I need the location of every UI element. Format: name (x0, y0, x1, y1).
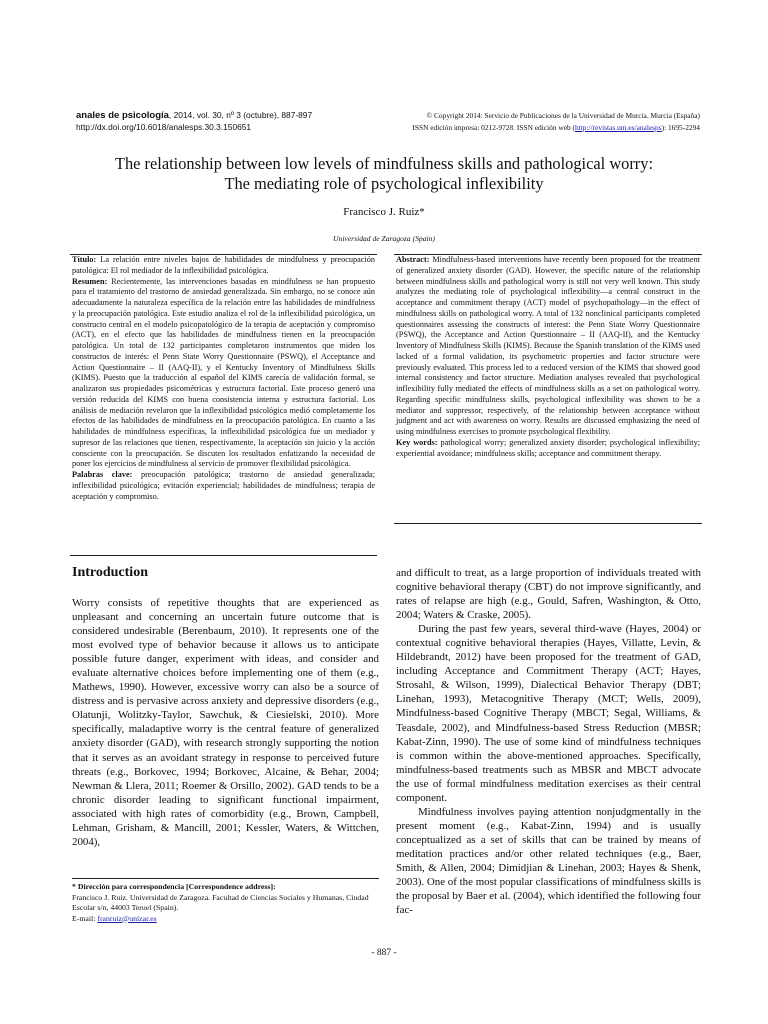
abstract-english (394, 254, 702, 524)
journal-citation: , 2014, vol. 30, nº 3 (octubre), 887-897 (168, 110, 313, 120)
journal-header (76, 110, 366, 133)
correspondence-email-line: E-mail: franruiz@unizar.es (72, 913, 157, 923)
palabras-label: Palabras clave: (72, 470, 133, 479)
resumen-para: Resumen: Recientemente, las intervenciones basadas en mindfulness se han propuesto para el tratamiento del trastorno de ansiedad generalizada. Sin embargo, no se conoce aún adecuadamente la naturaleza específica de la relación entre las habilidades de mindfulness y la preocupación patológica. Este estudio analiza el rol de la inflexibilidad psicológica, un constructo central en el modelo psicopatológico de la terapia de aceptación y compromiso (ACT), en el efecto que las habilidades de mindfulness tienen en la preocupación patológica. Un total de 132 participantes completaron instrumentos que miden los constructos de interés: el Penn State Worry Questionnaire (PSWQ), el Acceptance and Action Questionnaire – II (AAQ-II), y el Kentucky Inventory of Mindfulness Skills (KIMS). Puesto que la traducción al español del KIMS carecía de validación formal, se analizaron sus propiedades psicométricas y estructura factorial. Este proceso generó una versión reducida del KIMS con buena consistencia interna y estructura factorial. Los análisis de mediación revelaron que la inflexibilidad psicológica medió completamente los efectos de las habilidades de mindfulness en la preocupación patológica. En cuanto a las habilidades de mindfulness específicas, la inflexibilidad psicológica fue un mediador y supresor de las relaciones que tienen, respectivamente, la aceptación sin juicio y la acción consciente con la preocupación. Se discuten los resultados enfatizando la necesidad de poner los ejercicios de mindfulness al servicio de promover flexibilidad psicológica. (72, 276, 375, 469)
article-title (60, 154, 708, 194)
doi-link[interactable]: http://dx.doi.org/10.6018/analesps.30.3.150651 (76, 121, 252, 132)
page-number: - 887 - (371, 948, 397, 958)
copyright-header (360, 110, 700, 133)
journal-name: anales de psicología (76, 110, 169, 121)
abstract-label: Abstract: (396, 255, 430, 264)
copyright-line: © Copyright 2014: Servicio de Publicaciones de la Universidad de Murcia. Murcia (España) (426, 111, 700, 120)
body-column-left (72, 596, 379, 849)
correspondence-footnote (72, 878, 379, 924)
titulo-label: Título: (72, 255, 97, 264)
intro-paragraph: Worry consists of repetitive thoughts that are experienced as unpleasant and concerning an uncertain future outcome that is considered undesirable (Berenbaum, 2010). It represents one of the most evolved type of behavior because it allows us to anticipate possible future danger, experiment with ideas, and consider and evaluate alternative choices before implementing one of them (e.g., Mathews, 1990). However, excessive worry can also be a source of distress and is pervasive across anxiety and depressive disorders (e.g., Olatunji, Wolitzky-Taylor, Sawchuk, & Ciesielski, 2010). More specifically, maladaptive worry is the central feature of generalized anxiety disorder (GAD), with research strongly supporting the notion that it serves as an avoidant strategy in response to perceived future threats (e.g., Borkovec, 1994; Borkovec, Alcaine, & Behar, 2004; Newman & Llera, 2011; Roemer & Orsillo, 2002). GAD tends to be a chronic disorder leading to significant functional impairment, associated with high rates of comorbidity (e.g., Brown, Campbell, Lehman, Grisham, & Mancill, 2001; Kessler, Waters, & Wittchen, 2004), (72, 597, 379, 848)
title-line-2: The mediating role of psychological inflexibility (224, 174, 544, 193)
email-link[interactable]: franruiz@unizar.es (97, 913, 157, 923)
spanish-title-para: Título: La relación entre niveles bajos de habilidades de mindfulness y preocupación patológica: El rol mediador de la inflexibilidad psicológica. (72, 255, 375, 275)
author-name: Francisco J. Ruiz* (343, 206, 425, 218)
intro-paragraph: During the past few years, several third-wave (Hayes, 2004) or contextual cognitive behavioral therapies (Hayes, Villatte, Levin, & Hildebrandt, 2012) have been proposed for the treatment of GAD, including Acceptance and Commitment Therapy (ACT; Hayes, Strosahl, & Wilson, 1999), Dialectical Behavior Therapy (DBT; Linehan, 1993), Metacognitive Therapy (MCT; Wells, 2009), Mindfulness-based Cognitive Therapy (MBCT; Segal, Williams, & Teasdale, 2002), and Mindfulness-based Stress Reduction (MBSR; Kabat-Zinn, 1990). The use of some kind of mindfulness techniques is common within the above-mentioned approaches. Specifically, mindfulness-based treatments such as MBSR and MBCT advocate the use of formal mindfulness meditation exercises as their central component. (396, 623, 701, 804)
intro-paragraph: Mindfulness involves paying attention nonjudgmentally in the present moment (e.g., Kabat-Zinn, 1994) and is usually conceptualized as a set of skills that can be trained by means of meditation practices and/or other related techniques (e.g., Baer, Smith, & Allen, 2004; Dimidjian & Linehan, 2003; Hayes & Shenk, 2003). One of the most popular classifications of mindfulness skills is the proposal by Baer et al. (2004), which identified the following four fac- (396, 805, 701, 917)
intro-paragraph-continued: and difficult to treat, as a large proportion of individuals treated with cognitive behavioral therapy (CBT) do not improve significantly, and rates of relapse are high (e.g., Gould, Safren, Washington, & Otto, 2004; Waters & Craske, 2005). (396, 567, 701, 622)
correspondence-label: * Dirección para correspondencia [Correspondence address]: (72, 882, 276, 891)
issn-line: ISSN edición impresa: 0212-9728. ISSN edición web (http://revistas.um.es/analesps): 1695-2294 (412, 122, 700, 132)
title-line-1: The relationship between low levels of mindfulness skills and pathological worry: (114, 154, 654, 173)
keywords-para: Key words: pathological worry; generalized anxiety disorder; psychological inflexibility; experiential avoidance; mindfulness skills; acceptance and commitment therapy. (396, 437, 700, 458)
body-column-right (396, 566, 701, 917)
abstract-spanish (70, 254, 377, 556)
journal-web-link[interactable]: http://revistas.um.es/analesps (574, 122, 662, 132)
correspondence-address: Francisco J. Ruiz. Universidad de Zaragoza. Facultad de Ciencias Sociales y Humanas, Ciudad Escolar s/n, 44003 Teruel (Spain). (72, 892, 369, 912)
abstract-para: Abstract: Mindfulness-based interventions have recently been proposed for the treatment of generalized anxiety disorder (GAD). However, the specific nature of the relationship between mindfulness skills and pathological worry is still not very well known. This study analyzes the mediating role of psychological inflexibility—a central construct in the acceptance and commitment therapy (ACT) model of psychopathology—in the effect of mindfulness skills on pathological worry. A total of 132 nonclinical participants completed questionnaires assessing the constructs of interest: the Penn State Worry Questionnaire (PSWQ), the Acceptance and Action Questionnaire – II (AAQ-II), and the Kentucky Inventory of Mindfulness Skills (KIMS). Because the Spanish translation of the KIMS used lacked of a formal validation, its psychometric properties and factor structure were previously evaluated. This process led to a reduced version of the KIMS that showed good internal consistency and factor structure. Mediation analyses revealed that psychological inflexibility fully mediated the effects of mindfulness skills as a set on pathological worry. Regarding specific mindfulness skills, psychological inflexibility was shown to be a mediator and suppressor, respectively, of the relationship between acceptance without judgment and act with awareness on worry. Results are discussed emphasizing the need of using mindfulness exercises to promote psychological flexibility. (396, 255, 700, 436)
introduction-heading: Introduction (72, 565, 148, 580)
resumen-label: Resumen: (72, 276, 108, 286)
palabras-clave-para: Palabras clave: preocupación patológica; trastorno de ansiedad generalizada; inflexibilidad psicológica; evitación experiencial; habilidades de mindfulness; terapia de aceptación y compromiso. (72, 470, 376, 501)
keywords-label: Key words: (396, 437, 438, 447)
author-affiliation: Universidad de Zaragoza (Spain) (333, 234, 435, 243)
